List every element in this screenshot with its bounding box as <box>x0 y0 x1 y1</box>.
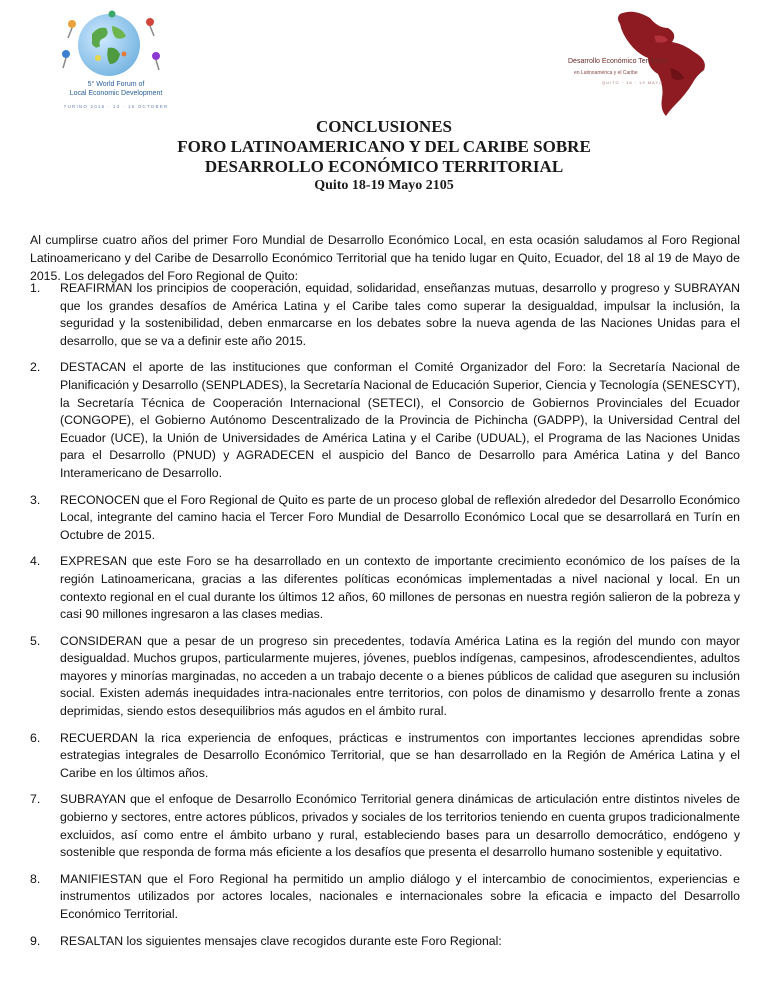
item-number: 6. <box>30 730 41 745</box>
item-text: EXPRESAN que este Foro se ha desarrollado en un contexto de importante crecimiento económico de los países de la región Latinoamericana, gracias a las diferentes políticas económicas implementadas a nivel nacional y local. En un contexto regional en el cual durante los últimos 12 años, 60 millones de personas en nuestra región salieron de la pobreza y casi 90 millones ingresaron a las clases medias. <box>60 554 740 622</box>
det-latam-logo <box>556 8 726 118</box>
item-text: DESTACAN el aporte de las instituciones que conforman el Comité Organizador del Foro: la Secretaría Nacional de Planificación y Desarrollo (SENPLADES), la Secretaría Nacional de Educación Superior, Ciencia y Tecnología (SENESCYT), la Secretaría Técnica de Cooperación Internacional (SETECI), el Consorcio de Gobiernos Provinciales del Ecuador (CONGOPE), el Gobierno Autónomo Descentralizado de la Provincia de Pichincha (GADPP), la Universidad Central del Ecuador (UCE), la Unión de Universidades de América Latina y el Caribe (UDUAL), el Programa de las Naciones Unidas para el Desarrollo (PNUD) y AGRADECEN el auspicio del Banco de Desarrollo para América Latina y del Banco Interamericano de Desarrollo. <box>60 360 740 480</box>
forum-logo-line2: Local Economic Development <box>69 90 163 97</box>
item-number: 3. <box>30 492 41 507</box>
item-text: REAFIRMAN los principios de cooperación, equidad, solidaridad, enseñanzas mutuas, desarrollo y progreso y SUBRAYAN que los grandes desafíos de América Latina y el Caribe tales como superar la desigualdad, impulsar la inclusión, la seguridad y la sostenibilidad, deben enmarcarse en los debates sobre la nueva agenda de las Naciones Unidas para el desarrollo, que se va a definir este año 2015. <box>60 281 740 348</box>
forum-logo-line1: 5° World Forum of <box>87 81 145 88</box>
item-text: RESALTAN los siguientes mensajes clave recogidos durante este Foro Regional: <box>60 933 502 948</box>
det-logo-dates: QUITO · 18 · 19 MAYO <box>602 80 664 85</box>
doc-title-line1: CONCLUSIONES <box>315 117 453 136</box>
item-number: 1. <box>30 281 41 295</box>
list-item <box>30 871 740 924</box>
det-logo-title: Desarrollo Económico Territorial <box>568 58 668 65</box>
item-number: 4. <box>30 554 41 569</box>
intro-paragraph: Al cumplirse cuatro años del primer Foro Mundial de Desarrollo Económico Local, en esta ocasión saludamos al Foro Regional Latinoamericano y del Caribe de Desarrollo Económico Territorial que ha tenido lugar en Quito, Ecuador, del 18 al 19 de Mayo de 2015. Los delegados del Foro Regional de Quito: <box>30 233 740 284</box>
forum-figures-icon <box>50 10 180 82</box>
item-text: RECONOCEN que el Foro Regional de Quito es parte de un proceso global de reflexión alrededor del Desarrollo Económico Local, integrante del camino hacia el Tercer Foro Mundial de Desarrollo Económico Local que se desarrollará en Turín en Octubre de 2015. <box>60 492 740 542</box>
list-item <box>30 280 740 350</box>
det-logo-subtitle: en Latinoamérica y el Caribe <box>574 70 638 76</box>
item-number: 9. <box>30 933 41 948</box>
list-item <box>30 553 740 623</box>
list-item <box>30 359 740 482</box>
list-item <box>30 791 740 861</box>
item-text: MANIFIESTAN que el Foro Regional ha permitido un amplio diálogo y el intercambio de conocimientos, experiencias e instrumentos utilizados por actores locales, nacionales e internacionales sobre la eficacia e impacto del Desarrollo Económico Territorial. <box>60 871 740 921</box>
doc-title-date: Quito 18-19 Mayo 2105 <box>314 178 454 193</box>
list-item <box>30 730 740 783</box>
forum-logo-text <box>56 80 176 98</box>
item-number: 8. <box>30 871 41 886</box>
item-text: SUBRAYAN que el enfoque de Desarrollo Económico Territorial genera dinámicas de articulación entre distintos niveles de gobierno y sectores, entre actores públicos, privados y sociales de los territorios teniendo en cuenta grupos tradicionalmente excluidos, así como entre el ámbito urbano y rural, estableciendo bases para un desarrollo democrático, endógeno y sostenible que responda de forma más eficiente a los desafíos que presenta el desarrollo humano sostenible y equitativo. <box>60 792 740 860</box>
doc-title-line2: FORO LATINOAMERICANO Y DEL CARIBE SOBRE <box>177 137 591 156</box>
forum-logo-dates: TURINO 2015 · 13 · 16 OCTOBER <box>63 104 169 109</box>
list-item <box>30 492 740 545</box>
item-text: RECUERDAN la rica experiencia de enfoques, prácticas e instrumentos con importantes lecciones aprendidas sobre estrategias integrales de Desarrollo Económico Territorial, que se han desarrollado en la Región de América Latina y el Caribe en los últimos años. <box>60 730 740 780</box>
list-item <box>30 933 740 951</box>
item-number: 5. <box>30 633 41 648</box>
conclusions-list <box>30 280 740 959</box>
item-number: 7. <box>30 792 41 807</box>
item-number: 2. <box>30 360 41 375</box>
doc-title-line3: DESARROLLO ECONÓMICO TERRITORIAL <box>204 157 564 176</box>
world-forum-logo <box>50 10 180 110</box>
item-text: CONSIDERAN que a pesar de un progreso sin precedentes, todavía América Latina es la región del mundo con mayor desigualdad. Muchos grupos, particularmente mujeres, jóvenes, pueblos indígenas, campesinos, afrodescendientes, adultos mayores y minorías marginadas, no acceden a un trabajo decente o a bienes públicos de calidad que aseguren su inclusión social. Existen además inequidades intra-nacionales entre territorios, con polos de dinamismo y desarrollo frente a zonas deprimidas, siendo estos desequilibrios más agudos en el ámbito rural. <box>60 633 740 719</box>
list-item <box>30 633 740 721</box>
